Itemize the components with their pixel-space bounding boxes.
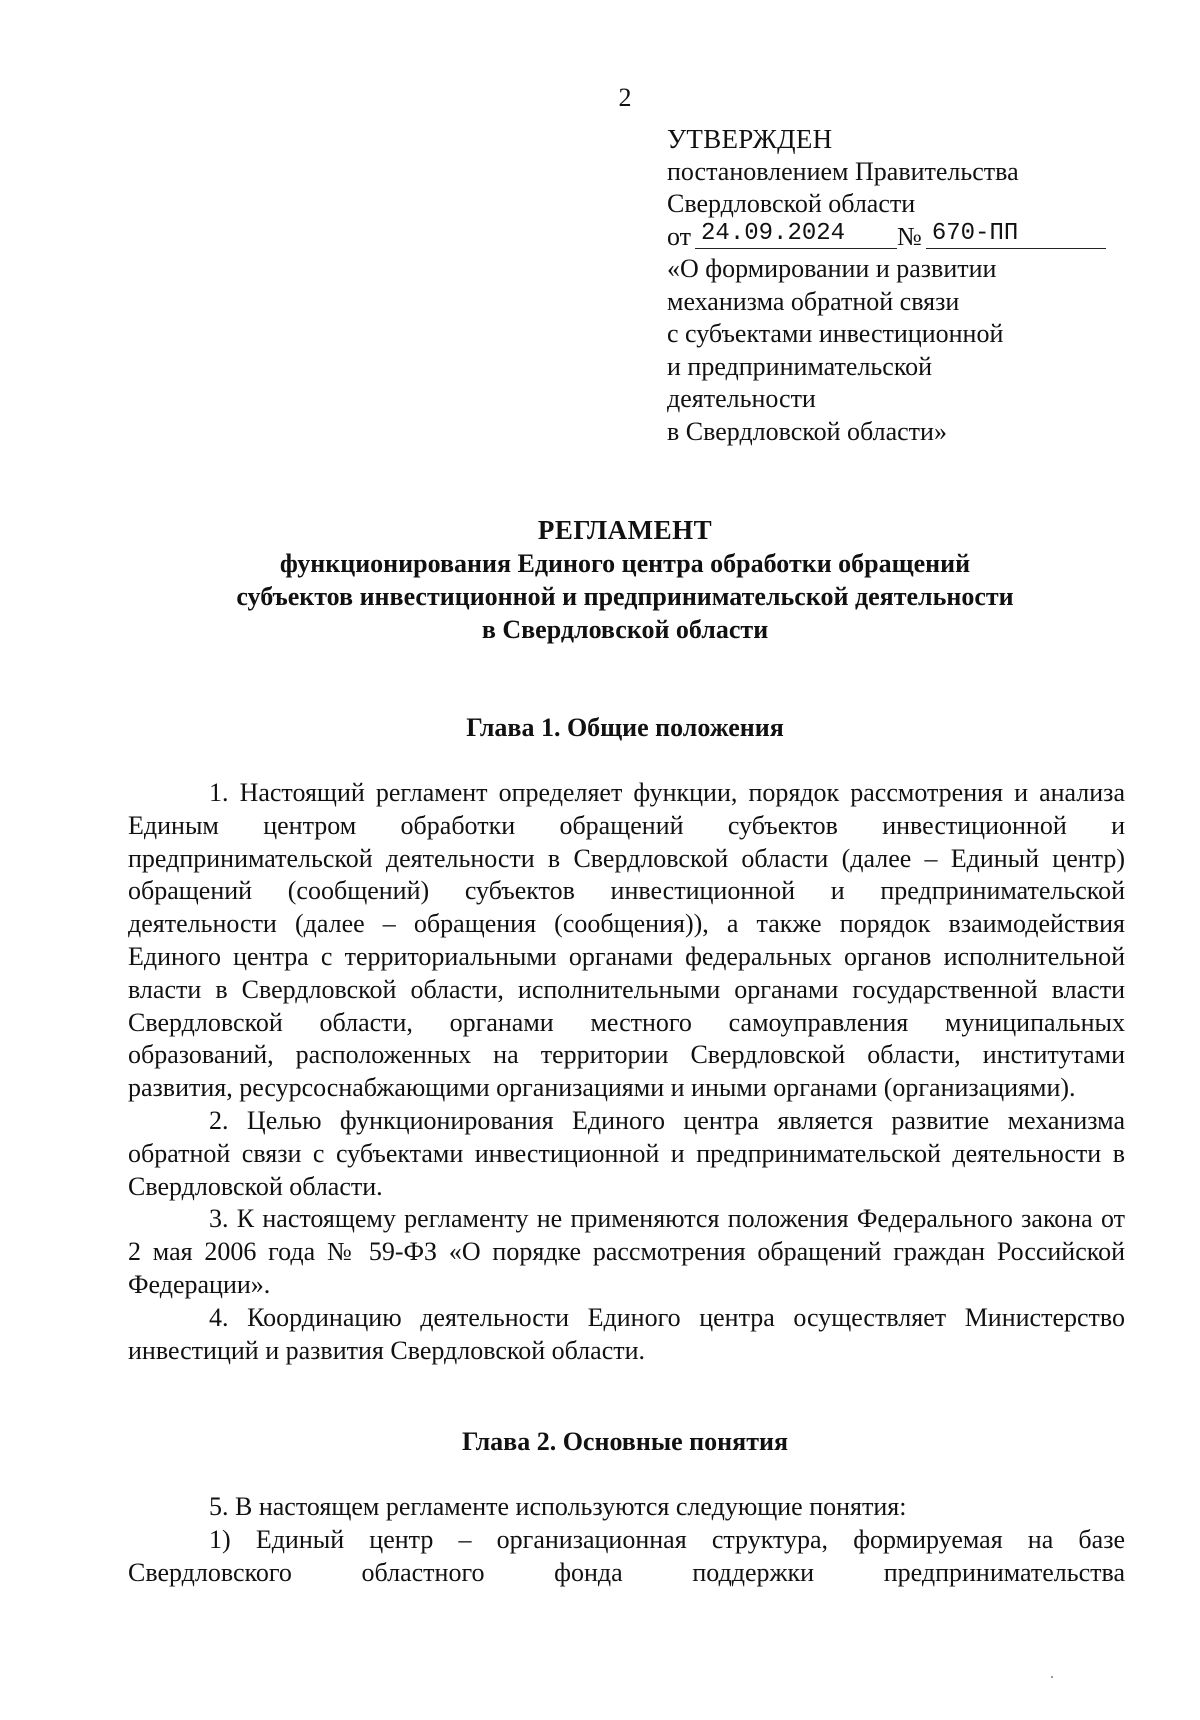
- paragraph: 1. Настоящий регламент определяет функции, порядок рассмотрения и анализа Единым центром обработки обращений субъектов инвестиционной и предпринимательской деятельности в Свердловской области (далее – Единый центр) обращений (сообщений) субъектов инвестиционной и предпринимательской деятельности (далее – обращения (сообщения)), а также порядок взаимодействия Единого центра с территориальными органами федеральных органов исполнительной власти в Свердловской области, исполнительными органами государственной власти Свердловской области, органами местного самоуправления муниципальных образований, расположенных на территории Свердловской области, институтами развития, ресурсоснабжающими организациями и иными органами (организациями).: [128, 778, 1125, 1103]
- approval-subject-line: деятельности: [667, 384, 816, 413]
- approval-subject-line: в Свердловской области»: [667, 416, 947, 446]
- approval-subject-line: «О формировании и развитии: [667, 254, 997, 283]
- approval-stamp: УТВЕРЖДЕН: [667, 124, 833, 154]
- chapter-2-heading: Глава 2. Основные понятия: [461, 1427, 789, 1456]
- page-number: 2: [618, 83, 632, 112]
- paragraph: 2. Целью функционирования Единого центра является развитие механизма обратной связи с субъектами инвестиционной и предпринимательской деятельности в Свердловской области.: [128, 1105, 1125, 1201]
- approval-line-1: постановлением Правительства: [667, 156, 1019, 186]
- document-title-main: РЕГЛАМЕНТ: [537, 515, 713, 545]
- approval-subject-line: механизма обратной связи: [667, 286, 960, 316]
- approval-subject-line: с субъектами инвестиционной: [667, 319, 1004, 348]
- chapter-1-body: [128, 777, 1125, 1367]
- paragraph: 4. Координацию деятельности Единого центра осуществляет Министерство инвестиций и развития Свердловской области.: [128, 1302, 1125, 1365]
- number-field: 670-ПП: [926, 222, 1106, 249]
- date-prefix: от: [667, 221, 692, 251]
- chapter-2-body: [128, 1491, 1125, 1589]
- paragraph: 1) Единый центр – организационная структура, формируемая на базе Свердловского областного фонда поддержки предпринимательства: [128, 1524, 1125, 1587]
- document-title-line: функционирования Единого центра обработки обращений: [279, 549, 971, 578]
- approval-stamp-block: [667, 123, 1137, 448]
- number-sign: №: [897, 221, 922, 251]
- approval-line-2: Свердловской области: [667, 189, 916, 218]
- approval-date-row: [667, 221, 1137, 254]
- date-field: 24.09.2024: [695, 222, 897, 249]
- paragraph: 3. К настоящему регламенту не применяются положения Федерального закона от 2 мая 2006 года № 59-ФЗ «О порядке рассмотрения обращений граждан Российской Федерации».: [128, 1204, 1125, 1299]
- chapter-1-heading: Глава 1. Общие положения: [466, 713, 784, 742]
- scan-artifact-dot: [1051, 1676, 1053, 1678]
- document-title-line: в Свердловской области: [481, 615, 769, 644]
- document-title: [130, 514, 1120, 646]
- paragraph: 5. В настоящем регламенте используются следующие понятия:: [209, 1492, 907, 1521]
- document-title-line: субъектов инвестиционной и предпринимательской деятельности: [236, 582, 1014, 611]
- approval-subject-line: и предпринимательской: [667, 351, 933, 381]
